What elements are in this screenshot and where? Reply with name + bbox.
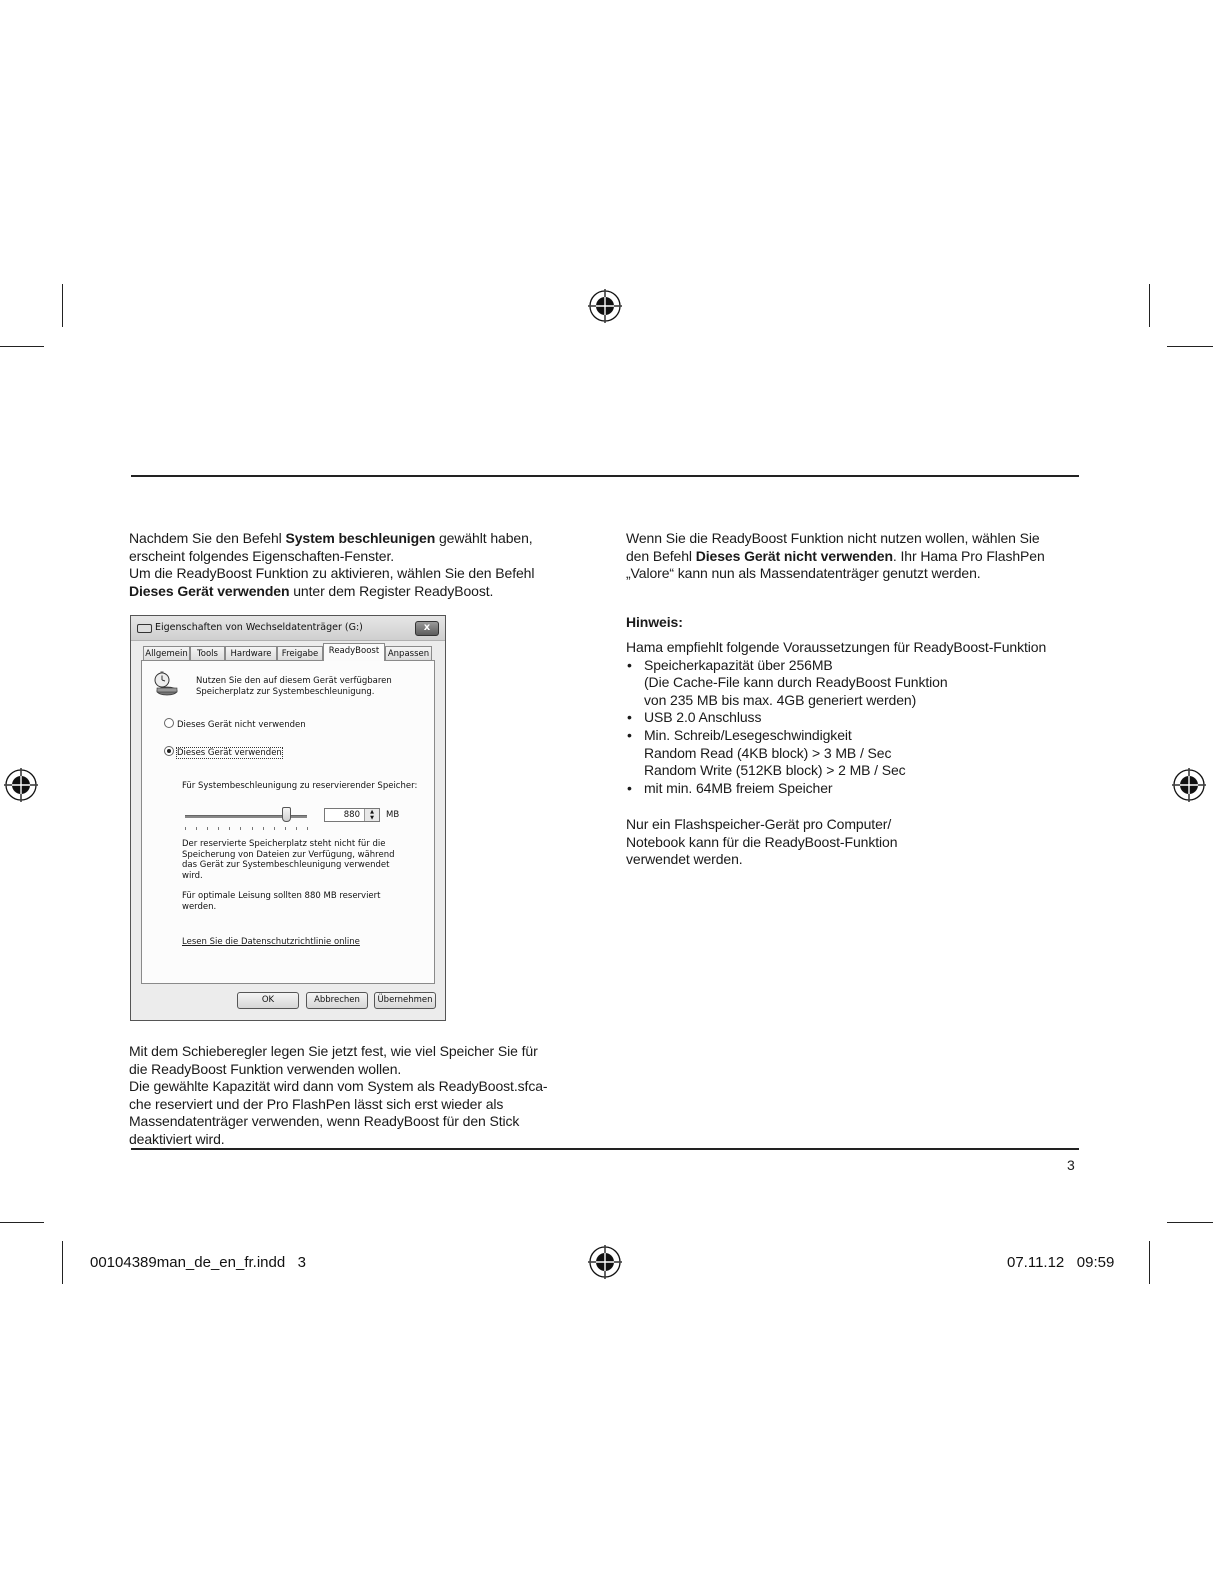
list-item-sub: Random Write (512KB block) > 2 MB / Sec (644, 762, 906, 779)
slider-tick (263, 827, 264, 830)
crop-mark-top-right-horizontal (1167, 346, 1213, 347)
text-line: Wenn Sie die ReadyBoost Funktion nicht nutzen wollen, wählen Sie (626, 530, 1040, 546)
info-line: Speicherung von Dateien zur Verfügung, während (182, 849, 395, 860)
option-use-label: Dieses Gerät verwenden (177, 748, 282, 758)
left-intro-text (129, 530, 579, 600)
spin-value: 880 (343, 810, 360, 820)
list-item-text: Speicherkapazität über 256MB (644, 656, 833, 673)
requirements-list (626, 657, 1086, 798)
slider-tick (274, 827, 275, 830)
list-item-text: Min. Schreib/Lesegeschwindigkeit (644, 726, 852, 743)
radio-use[interactable] (164, 746, 174, 756)
left-after-text (129, 1043, 579, 1149)
slider-tick (218, 827, 219, 830)
crop-mark-bottom-left-horizontal (0, 1222, 44, 1223)
info-line: Für optimale Leisung sollten 880 MB reserviert (182, 891, 381, 901)
text-line: Die gewählte Kapazität wird dann vom System als ReadyBoost.sfca- (129, 1078, 548, 1095)
slider-tick (307, 827, 308, 830)
properties-dialog (130, 615, 446, 1021)
tab-anpassen[interactable]: Anpassen (385, 646, 432, 660)
list-item (626, 780, 1086, 798)
tab-tools[interactable]: Tools (190, 646, 225, 660)
page-number: 3 (1067, 1157, 1075, 1173)
stopwatch-drive-icon (152, 671, 178, 697)
right-end-text (626, 816, 1086, 869)
text-line: verwendet werden. (626, 851, 743, 868)
reserved-info (182, 839, 395, 881)
slider-tick (296, 827, 297, 830)
cancel-button[interactable]: Abbrechen (306, 992, 368, 1009)
text-line: Massendatenträger verwenden, wenn ReadyBoost für den Stick (129, 1113, 520, 1130)
text-line: die ReadyBoost Funktion verwenden wollen. (129, 1060, 402, 1077)
info-line: Der reservierte Speicherplatz steht nicht für die (182, 839, 386, 849)
slider-tick (285, 827, 286, 830)
text-span: Nachdem Sie den Befehl (129, 530, 286, 546)
slider-tick (252, 827, 253, 830)
apply-button[interactable]: Übernehmen (374, 992, 436, 1009)
text-line: Hama empfiehlt folgende Voraussetzungen für ReadyBoost-Funktion (626, 639, 1047, 655)
intro-line: Speicherplatz zur Systembeschleunigung. (196, 686, 375, 697)
list-item (626, 709, 1086, 727)
slider-tick (196, 827, 197, 830)
text-line: deaktiviert wird. (129, 1130, 225, 1147)
list-item-sub: von 235 MB bis max. 4GB generiert werden) (644, 691, 917, 708)
option-not-use-label: Dieses Gerät nicht verwenden (177, 720, 306, 730)
crop-mark-top-right-vertical (1149, 284, 1150, 327)
registration-mark-icon (588, 289, 622, 323)
text-line: Nur ein Flashspeicher-Gerät pro Computer/ (626, 816, 892, 832)
text-span: den Befehl (626, 547, 696, 564)
text-span: unter dem Register ReadyBoost. (289, 582, 494, 599)
info-line: werden. (182, 901, 217, 912)
crop-mark-bottom-right-horizontal (1167, 1222, 1213, 1223)
top-rule (131, 475, 1079, 477)
list-item (626, 727, 1086, 780)
registration-mark-icon (4, 768, 38, 802)
text-line: Mit dem Schieberegler legen Sie jetzt fest, wie viel Speicher Sie für (129, 1043, 538, 1059)
slider-tick (229, 827, 230, 830)
bold-command: Dieses Gerät nicht verwenden (695, 547, 893, 564)
readyboost-intro (196, 676, 416, 697)
slider-tick (207, 827, 208, 830)
slider-tick (240, 827, 241, 830)
intro-line: Nutzen Sie den auf diesem Gerät verfügbaren (196, 676, 392, 686)
crop-mark-top-left-horizontal (0, 346, 44, 347)
slider-tick (185, 827, 186, 830)
radio-not-use[interactable] (164, 718, 174, 728)
text-line: Notebook kann für die ReadyBoost-Funktion (626, 833, 898, 850)
readyboost-panel (141, 660, 435, 984)
text-line: che reserviert und der Pro FlashPen lässt sich erst wieder als (129, 1095, 504, 1112)
note-heading: Hinweis: (626, 614, 683, 630)
tab-freigabe[interactable]: Freigabe (277, 646, 323, 660)
list-item-sub: Random Read (4KB block) > 3 MB / Sec (644, 744, 892, 761)
memory-spinbox[interactable] (324, 808, 380, 822)
text-line: „Valore“ kann nun als Massendatenträger genutzt werden. (626, 565, 981, 582)
dialog-title: Eigenschaften von Wechseldatenträger (G:) (155, 622, 363, 633)
text-span: . Ihr Hama Pro FlashPen (892, 547, 1045, 564)
right-intro-text (626, 530, 1086, 583)
memory-slider-thumb[interactable] (282, 807, 291, 822)
spin-arrows-icon[interactable]: ▲ ▼ (364, 809, 379, 821)
text-line: erscheint folgendes Eigenschaften-Fenster. (129, 547, 395, 564)
crop-mark-bottom-right-vertical (1149, 1241, 1150, 1284)
bold-command: Dieses Gerät verwenden (129, 582, 290, 599)
privacy-link[interactable]: Lesen Sie die Datenschutzrichtlinie online (182, 937, 360, 947)
ok-button[interactable]: OK (237, 992, 299, 1009)
drive-icon (137, 624, 152, 633)
text-line: Um die ReadyBoost Funktion zu aktivieren, wählen Sie den Befehl (129, 565, 535, 582)
close-button[interactable]: x (415, 621, 439, 636)
spin-unit: MB (386, 810, 400, 820)
option-not-use-row[interactable] (164, 718, 306, 731)
reserve-label: Für Systembeschleunigung zu reservierender Speicher: (182, 781, 418, 791)
list-item-text: USB 2.0 Anschluss (644, 709, 762, 726)
info-line: wird. (182, 870, 203, 881)
tab-readyboost[interactable]: ReadyBoost (323, 643, 385, 661)
footer-file: 00104389man_de_en_fr.indd 3 (90, 1254, 307, 1271)
tab-hardware[interactable]: Hardware (225, 646, 277, 660)
crop-mark-top-left-vertical (62, 284, 63, 327)
registration-mark-icon (1172, 768, 1206, 802)
optimal-info (182, 891, 381, 912)
info-line: das Gerät zur Systembeschleunigung verwendet (182, 860, 390, 870)
footer-date: 07.11.12 09:59 (1007, 1254, 1115, 1271)
list-item-text: mit min. 64MB freiem Speicher (644, 779, 833, 796)
crop-mark-bottom-left-vertical (62, 1241, 63, 1284)
text-span: gewählt haben, (435, 530, 533, 546)
note-block (626, 639, 1086, 797)
tab-allgemein[interactable]: Allgemein (143, 646, 190, 660)
registration-mark-icon (588, 1245, 622, 1279)
bold-command: System beschleunigen (285, 530, 436, 546)
option-use-row[interactable] (164, 746, 282, 759)
list-item (626, 657, 1086, 710)
list-item-sub: (Die Cache-File kann durch ReadyBoost Funktion (644, 674, 948, 691)
dialog-title-bar (131, 616, 445, 641)
